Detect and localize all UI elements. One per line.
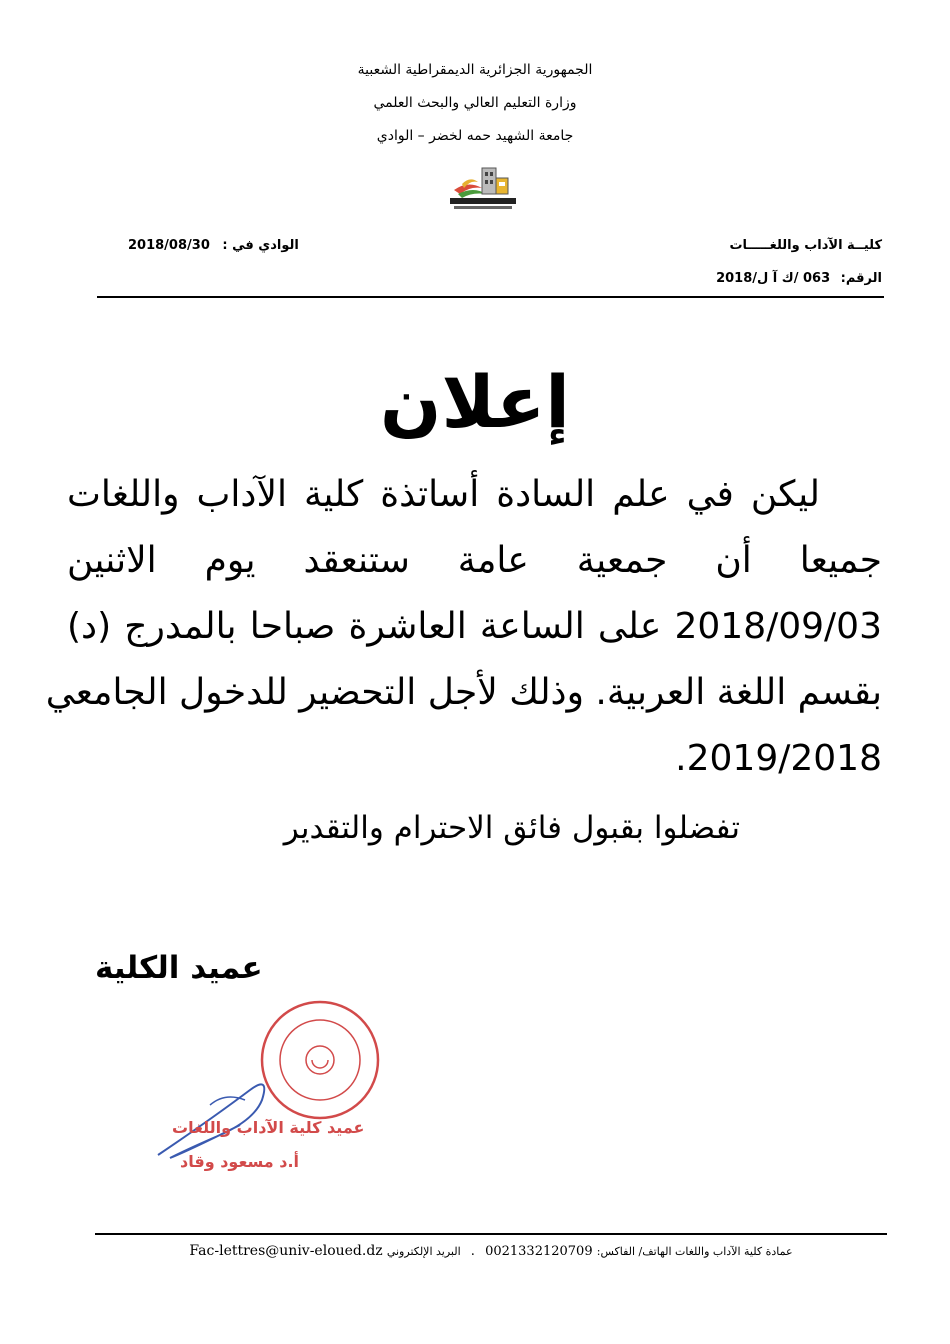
footer-email-label: البريد الإلكتروني	[386, 1245, 461, 1258]
body-line-2: جميعا أن جمعية عامة ستنعقد يوم الاثنين	[67, 540, 882, 581]
body-line-3: 2018/09/03 على الساعة العاشرة صباحا بالمدرج (د)	[67, 606, 882, 647]
university-logo	[448, 158, 518, 213]
date-line	[128, 238, 299, 253]
university-name: جامعة الشهيد حمه لخضر – الوادي	[376, 128, 574, 144]
reference-number	[716, 271, 882, 286]
ministry-name: وزارة التعليم العالي والبحث العلمي	[373, 95, 577, 111]
body-line-4: بقسم اللغة العربية. وذلك لأجل التحضير للدخول الجامعي	[45, 672, 882, 713]
body-line-5: 2019/2018.	[675, 738, 882, 779]
stamp-title: عميد كلية الآداب واللغات	[172, 1118, 365, 1137]
body-line-1: ليكن في علم السادة أساتذة كلية الآداب واللغات	[67, 474, 820, 515]
closing-salutation: تفضلوا بقبول فائق الاحترام والتقدير	[283, 810, 740, 846]
stamp-name: أ.د مسعود وقاد	[180, 1152, 300, 1171]
announcement-title: إعلان	[380, 360, 570, 444]
announcement-body	[45, 462, 882, 792]
reference-value: 063 /ك آ ل/2018	[716, 271, 831, 286]
date-label: الوادي في :	[222, 238, 299, 253]
footer-separator: .	[470, 1244, 475, 1259]
footer-email[interactable]: Fac-lettres@univ-eloued.dz	[189, 1243, 383, 1259]
footer-divider	[95, 1233, 887, 1235]
dean-title: عميد الكلية	[95, 950, 263, 986]
republic-name: الجمهورية الجزائرية الديمقراطية الشعبية	[357, 62, 593, 78]
date-value: 2018/08/30	[128, 238, 210, 253]
footer-contact	[95, 1243, 887, 1259]
footer-office: عمادة كلية الآداب واللغات الهاتف/ الفاكس:	[596, 1245, 793, 1258]
footer-phone: 0021332120709	[485, 1244, 593, 1259]
faculty-name: كليــة الآداب واللغـــــات	[729, 238, 882, 253]
reference-label: الرقم:	[840, 271, 882, 286]
header-divider	[97, 296, 884, 298]
